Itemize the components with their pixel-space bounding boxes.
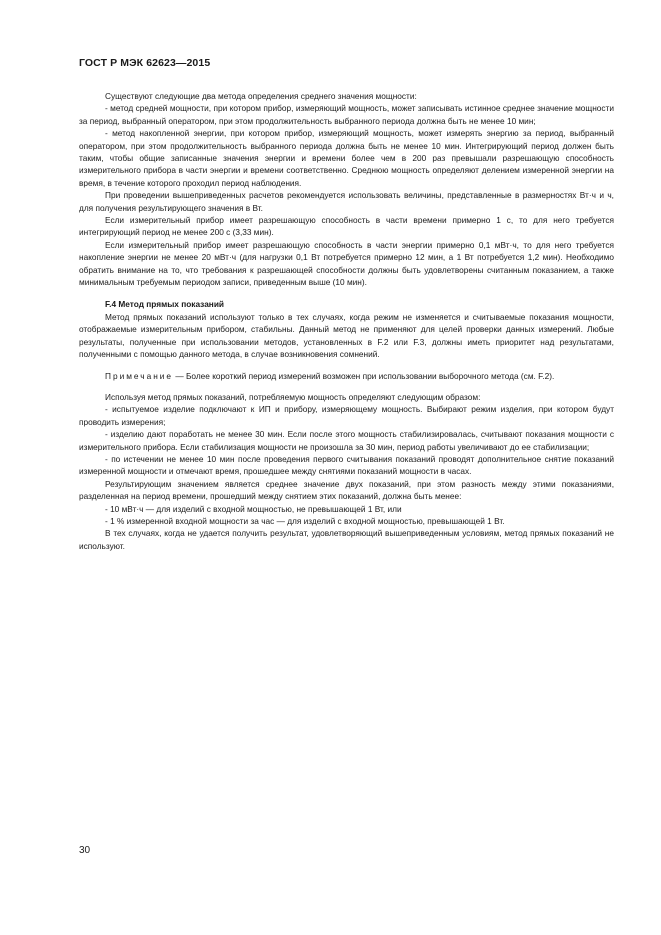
section-heading: F.4 Метод прямых показаний [105,298,225,309]
list-item: - 1 % измеренной входной мощности за час — для изделий с входной мощностью, превышающей 1 Вт. [105,516,505,526]
note-text: — Более короткий период измерений возможен при использовании выборочного метода (см. F.2). [173,370,555,381]
list-item: - метод средней мощности, при котором прибор, измеряющий мощность, может записывать истинное среднее значение мощности за период, выбранный оператором, при этом продолжительность выбранного периода должна быть не менее 10 мин; [79,103,614,126]
paragraph: В тех случаях, когда не удается получить результат, удовлетворяющий вышеприведенным условиям, метод прямых показаний не используют. [79,528,614,551]
paragraph: Если измерительный прибор имеет разрешающую способность в части времени примерно 1 с, то для него требуется интегрирующий период не менее 200 с (3,33 мин). [79,215,614,238]
note [79,370,614,382]
paragraph: Результирующим значением является среднее значение двух показаний, при этом разность между этими показаниями, разделенная на период времени, прошедший между снятием этих показаний, должна быть менее: [79,478,614,502]
list-item: - по истечении не менее 10 мин после проведения первого считывания показаний проводят дополнительное снятие показаний измеренной мощности и отмечают время, прошедшее между снятиями показаний мощности в часах. [79,453,614,477]
list-item: - 10 мВт·ч — для изделий с входной мощностью, не превышающей 1 Вт, или [105,503,402,514]
paragraph: При проведении вышеприведенных расчетов рекомендуется использовать величины, представленные в размерностях Вт·ч и ч, для получения результирующего значения в Вт. [79,190,614,213]
paragraph: Метод прямых показаний используют только в тех случаях, когда режим не изменяется и считываемые показания мощности, отображаемые измерительным прибором, стабильны. Данный метод не применяют для целей проверки данных измерений. Любые результаты, полученные при использовании методов, установленных в F.2 или F.3, должны иметь приоритет над результатами, полученными с помощью данного метода, в случае возникновения сомнений. [79,311,614,360]
document-header: ГОСТ Р МЭК 62623—2015 [79,57,211,69]
list-item: - испытуемое изделие подключают к ИП и прибору, измеряющему мощность. Выбирают режим изделия, при котором будут проводить измерения; [79,404,614,427]
paragraph: Существуют следующие два метода определения среднего значения мощности: [105,91,417,101]
page-number: 30 [79,845,91,856]
list-item: - изделию дают поработать не менее 30 мин. Если после этого мощность стабилизировалась, считывают показания мощности с измерительного прибора. Если стабилизация мощности не произошла за 30 мин, период работы увеличивают до ее стабилизации; [79,429,614,452]
paragraph: Используя метод прямых показаний, потребляемую мощность определяют следующим образом: [105,391,481,402]
page-body [79,90,614,552]
list-item: - метод накопленной энергии, при котором прибор, измеряющий мощность, может измерять энергию за период, выбранный оператором, при этом продолжительность выбранного периода должна быть не менее 10 мин. Интегрирующий период должен быть таким, чтобы общие записанные значения энергии и времени более чем в 200 раз превышали разрешающую способность измерительного прибора в части энергии и времени соответственно. Среднюю мощность определяют делением измеренной энергии на время, в течение которого проходил период наблюдения. [79,128,614,188]
paragraph: Если измерительный прибор имеет разрешающую способность в части энергии примерно 0,1 мВт·ч, то для него требуется накопление энергии не менее 20 мВт·ч (для нагрузки 0,1 Вт потребуется примерно 12 мин, а 1 Вт потребуется 1,2 мин). Необходимо обратить внимание на то, что требования к разрешающей способности должны быть удовлетворены считанным показанием, а также минимальным требуемым периодом записи, приведенным выше (10 мин). [79,239,614,288]
note-label: Примечание [105,370,174,381]
